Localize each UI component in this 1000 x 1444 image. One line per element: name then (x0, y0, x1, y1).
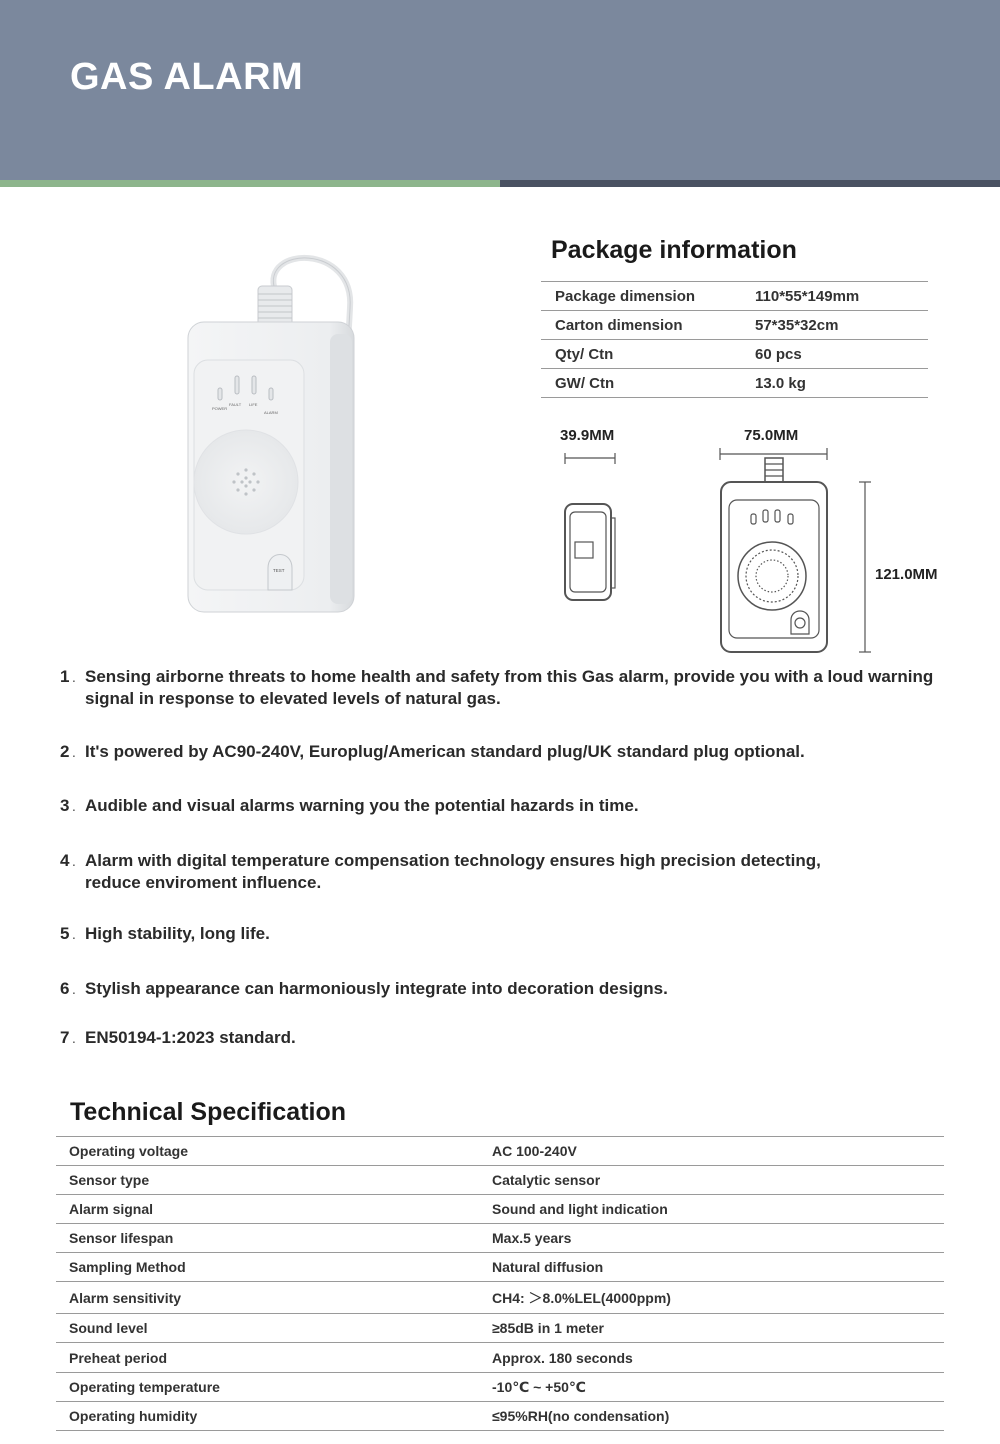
table-row (56, 1373, 944, 1402)
table-cell-label: Operating temperature (69, 1379, 220, 1395)
table-cell-value: CH4: ＞8.0%LEL(4000ppm) (492, 1289, 671, 1306)
table-cell-value: ≤95%RH(no condensation) (492, 1408, 670, 1424)
feature-number: 6 (60, 979, 70, 998)
table-row (56, 1166, 944, 1195)
table-row (56, 1195, 944, 1224)
table-cell-value: -10℃ ~ +50℃ (492, 1378, 586, 1395)
table-cell-value: Max.5 years (492, 1230, 572, 1246)
table-cell-label: Operating humidity (69, 1408, 198, 1424)
table-cell-value: 60 pcs (755, 345, 802, 363)
feature-text: Sensing airborne threats to home health and safety from this Gas alarm, provide you with a loud warning signal in response to elevated levels of natural gas. (85, 667, 934, 708)
product-photo (180, 248, 370, 618)
page-title: GAS ALARM (70, 56, 304, 98)
table-cell-value: AC 100-240V (492, 1143, 577, 1159)
feature-text: Stylish appearance can harmoniously integrate into decoration designs. (85, 979, 668, 998)
dimension-depth-label: 39.9MM (560, 427, 615, 444)
feature-text: Alarm with digital temperature compensation technology ensures high precision detecting, reduce enviroment influence. (85, 851, 821, 892)
feature-text: High stability, long life. (85, 924, 270, 943)
dimension-height-label: 121.0MM (875, 566, 938, 583)
accent-stripe-dark (500, 180, 1000, 187)
list-item: 4 . Alarm with digital temperature compensation technology ensures high precision detecting, reduce enviroment influence. (60, 850, 875, 894)
table-cell-value: 110*55*149mm (755, 287, 860, 305)
table-cell-label: Qty/ Ctn (555, 345, 614, 363)
package-info-title: Package information (551, 236, 797, 264)
table-cell-label: Sensor type (69, 1172, 150, 1188)
feature-number: 3 (60, 796, 70, 815)
svg-text:LIFE: LIFE (249, 402, 258, 407)
table-cell-label: GW/ Ctn (555, 374, 615, 392)
dimension-diagram (555, 448, 975, 658)
svg-text:TEST: TEST (273, 568, 285, 573)
table-cell-value: Approx. 180 seconds (492, 1349, 633, 1366)
table-row (56, 1137, 944, 1166)
svg-text:ALARM: ALARM (264, 410, 278, 415)
dimension-width-label: 75.0MM (744, 427, 799, 444)
accent-stripe-green (0, 180, 500, 187)
list-item: 1 . Sensing airborne threats to home health and safety from this Gas alarm, provide you with a loud warning signal in response to elevated levels of natural gas. (60, 666, 945, 710)
table-cell-label: Sensor lifespan (69, 1230, 174, 1246)
package-info-table (541, 281, 928, 398)
technical-spec-table (56, 1136, 944, 1431)
table-cell-value: 57*35*32cm (755, 316, 839, 334)
table-row (541, 369, 928, 398)
table-cell-label: Alarm sensitivity (69, 1289, 182, 1306)
table-cell-label: Sound level (69, 1320, 148, 1336)
table-row (56, 1282, 944, 1314)
table-cell-value: ≥85dB in 1 meter (492, 1320, 604, 1336)
table-cell-label: Sampling Method (69, 1259, 186, 1275)
list-item: 5 . High stability, long life. (60, 923, 945, 948)
table-cell-label: Preheat period (69, 1349, 168, 1366)
feature-number: 1 (60, 667, 70, 686)
table-row (56, 1343, 944, 1373)
table-cell-label: Operating voltage (69, 1143, 189, 1159)
table-row (56, 1224, 944, 1253)
svg-text:POWER: POWER (212, 406, 228, 411)
table-row (56, 1314, 944, 1343)
table-cell-value: Sound and light indication (492, 1201, 668, 1217)
table-row (56, 1253, 944, 1282)
feature-text: EN50194-1:2023 standard. (85, 1028, 296, 1047)
feature-number: 2 (60, 742, 70, 761)
table-row (56, 1402, 944, 1431)
table-cell-label: Alarm signal (69, 1201, 154, 1217)
list-item: 7 . EN50194-1:2023 standard. (60, 1027, 945, 1052)
svg-text:FAULT: FAULT (229, 402, 242, 407)
table-cell-value: 13.0 kg (755, 374, 806, 392)
table-cell-value: Natural diffusion (492, 1259, 604, 1275)
table-cell-label: Package dimension (555, 287, 696, 305)
technical-spec-title: Technical Specification (70, 1098, 347, 1126)
table-row (541, 311, 928, 340)
feature-number: 4 (60, 851, 70, 870)
feature-number: 7 (60, 1028, 70, 1047)
feature-text: Audible and visual alarms warning you the potential hazards in time. (85, 796, 639, 815)
list-item: 2 . It's powered by AC90-240V, Europlug/American standard plug/UK standard plug optional. (60, 741, 945, 766)
feature-text: It's powered by AC90-240V, Europlug/American standard plug/UK standard plug optional. (85, 742, 805, 761)
table-row (541, 340, 928, 369)
table-cell-value: Catalytic sensor (492, 1172, 601, 1188)
feature-number: 5 (60, 924, 70, 943)
list-item: 6 . Stylish appearance can harmoniously integrate into decoration designs. (60, 978, 945, 1003)
table-cell-label: Carton dimension (555, 316, 683, 334)
header-banner (0, 0, 1000, 180)
list-item: 3 . Audible and visual alarms warning you the potential hazards in time. (60, 795, 945, 820)
table-row (541, 282, 928, 311)
